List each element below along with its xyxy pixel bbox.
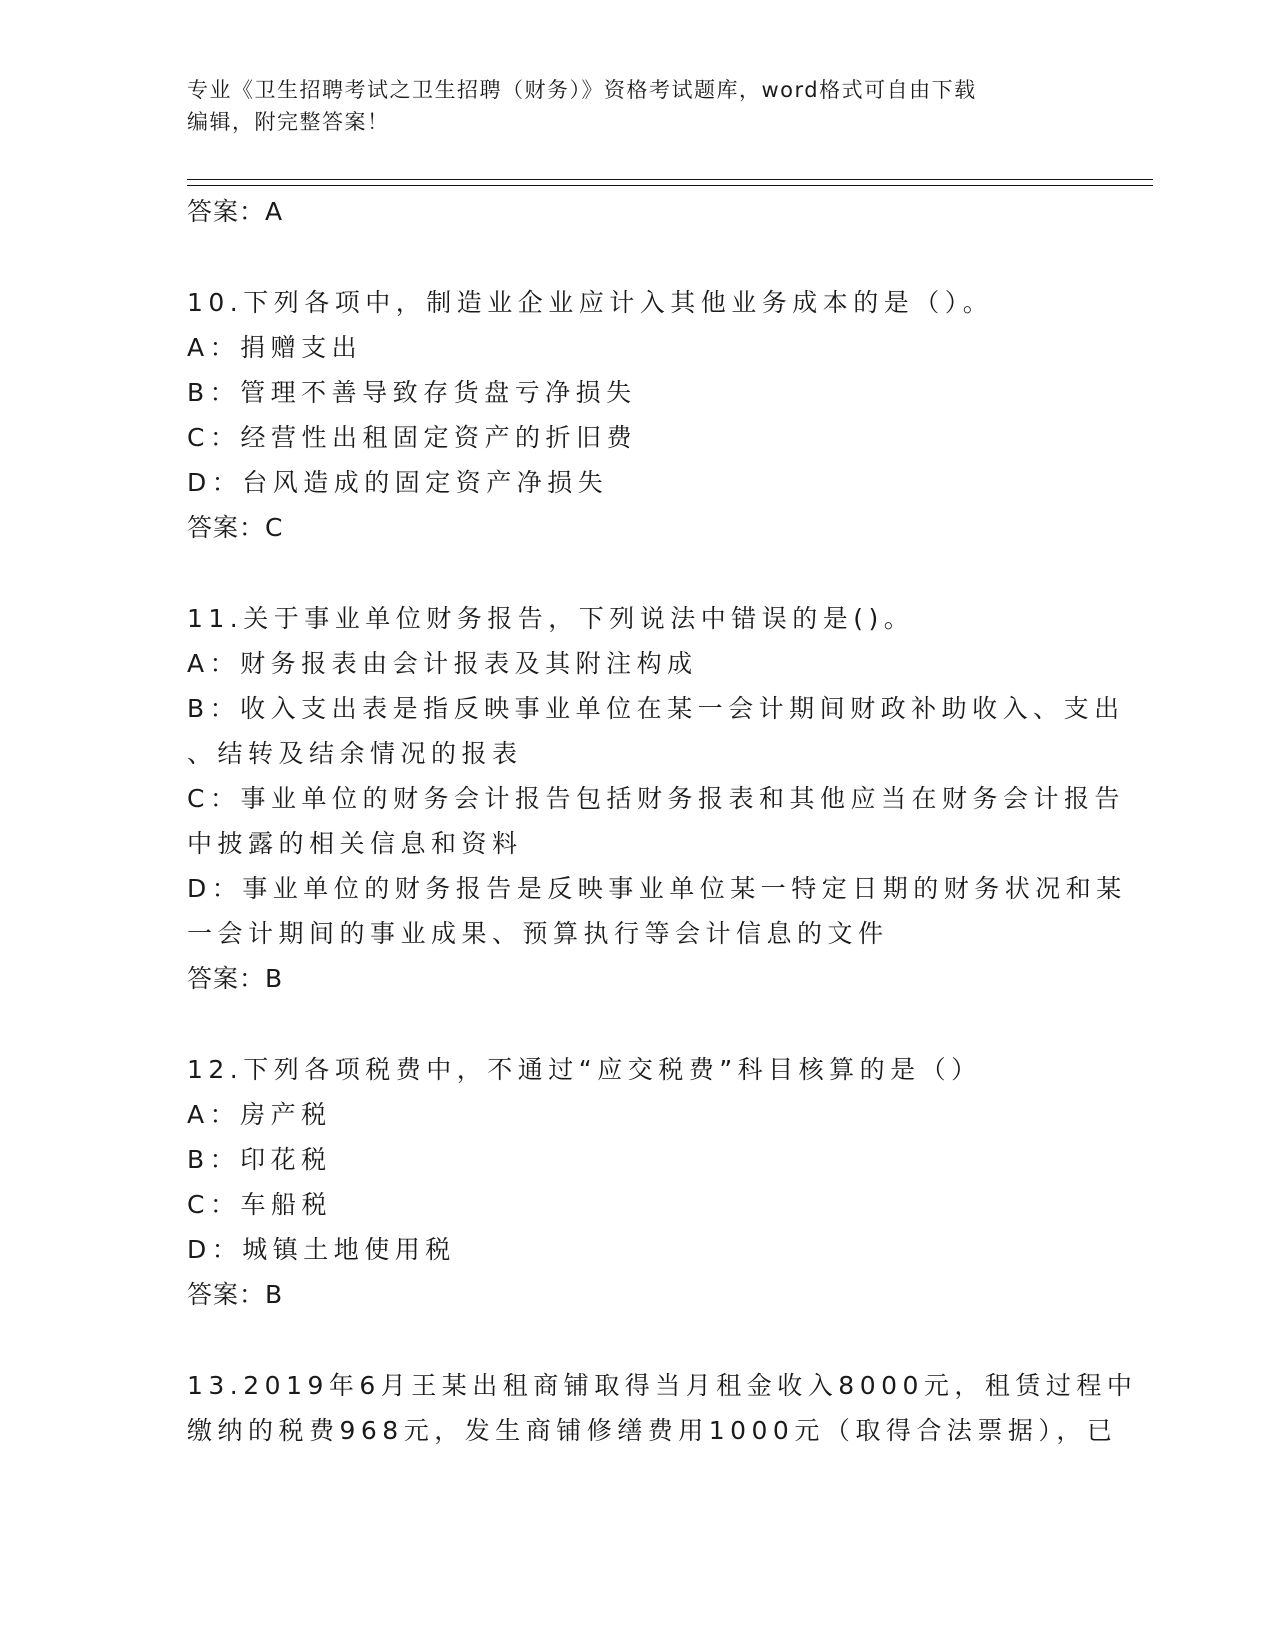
question-block bbox=[187, 596, 1127, 1001]
option-b-continued: 、结转及结余情况的报表 bbox=[187, 739, 523, 768]
question-list bbox=[187, 189, 1138, 1453]
question-text: 11.关于事业单位财务报告，下列说法中错误的是()。 bbox=[187, 604, 915, 633]
header-line-2: 编辑，附完整答案！ bbox=[187, 110, 390, 134]
question-block bbox=[187, 280, 1087, 550]
previous-answer: 答案：A bbox=[187, 197, 284, 226]
answer: 答案：B bbox=[187, 964, 284, 993]
option-c: C：经营性出租固定资产的折旧费 bbox=[187, 423, 637, 452]
question-block bbox=[187, 1047, 1087, 1317]
option-a: A：捐赠支出 bbox=[187, 333, 363, 362]
option-c: C：车船税 bbox=[187, 1190, 332, 1219]
option-c-continued: 中披露的相关信息和资料 bbox=[187, 829, 523, 858]
option-a: A：财务报表由会计报表及其附注构成 bbox=[187, 649, 698, 678]
header-line-1: 专业《卫生招聘考试之卫生招聘（财务）》资格考试题库，word格式可自由下载 bbox=[187, 78, 977, 102]
header-rule-top bbox=[187, 179, 1153, 180]
header-rule-bottom bbox=[187, 185, 1153, 186]
spacer bbox=[187, 550, 1087, 596]
spacer bbox=[187, 234, 1087, 280]
option-b: B：印花税 bbox=[187, 1145, 332, 1174]
option-d-continued: 一会计期间的事业成果、预算执行等会计信息的文件 bbox=[187, 919, 889, 948]
option-d: D：台风造成的固定资产净损失 bbox=[187, 468, 609, 497]
question-block bbox=[187, 1363, 1138, 1453]
question-text: 12.下列各项税费中，不通过“应交税费”科目核算的是（） bbox=[187, 1055, 982, 1084]
option-d: D：事业单位的财务报告是反映事业单位某一特定日期的财务状况和某 bbox=[187, 874, 1127, 903]
option-b: B：收入支出表是指反映事业单位在某一会计期间财政补助收入、支出 bbox=[187, 694, 1125, 723]
question-text-continued: 缴纳的税费968元，发生商铺修缮费用1000元（取得合法票据），已 bbox=[187, 1416, 1118, 1445]
option-b: B：管理不善导致存货盘亏净损失 bbox=[187, 378, 637, 407]
spacer bbox=[187, 1317, 1087, 1363]
document-header bbox=[187, 74, 1067, 138]
answer: 答案：C bbox=[187, 513, 284, 542]
spacer bbox=[187, 1001, 1087, 1047]
question-text: 13.2019年6月王某出租商铺取得当月租金收入8000元，租赁过程中 bbox=[187, 1371, 1138, 1400]
option-c: C：事业单位的财务会计报告包括财务报表和其他应当在财务会计报告 bbox=[187, 784, 1125, 813]
question-text: 10.下列各项中，制造业企业应计入其他业务成本的是（）。 bbox=[187, 288, 994, 317]
answer: 答案：B bbox=[187, 1280, 284, 1309]
option-a: A：房产税 bbox=[187, 1100, 332, 1129]
option-d: D：城镇土地使用税 bbox=[187, 1235, 456, 1264]
